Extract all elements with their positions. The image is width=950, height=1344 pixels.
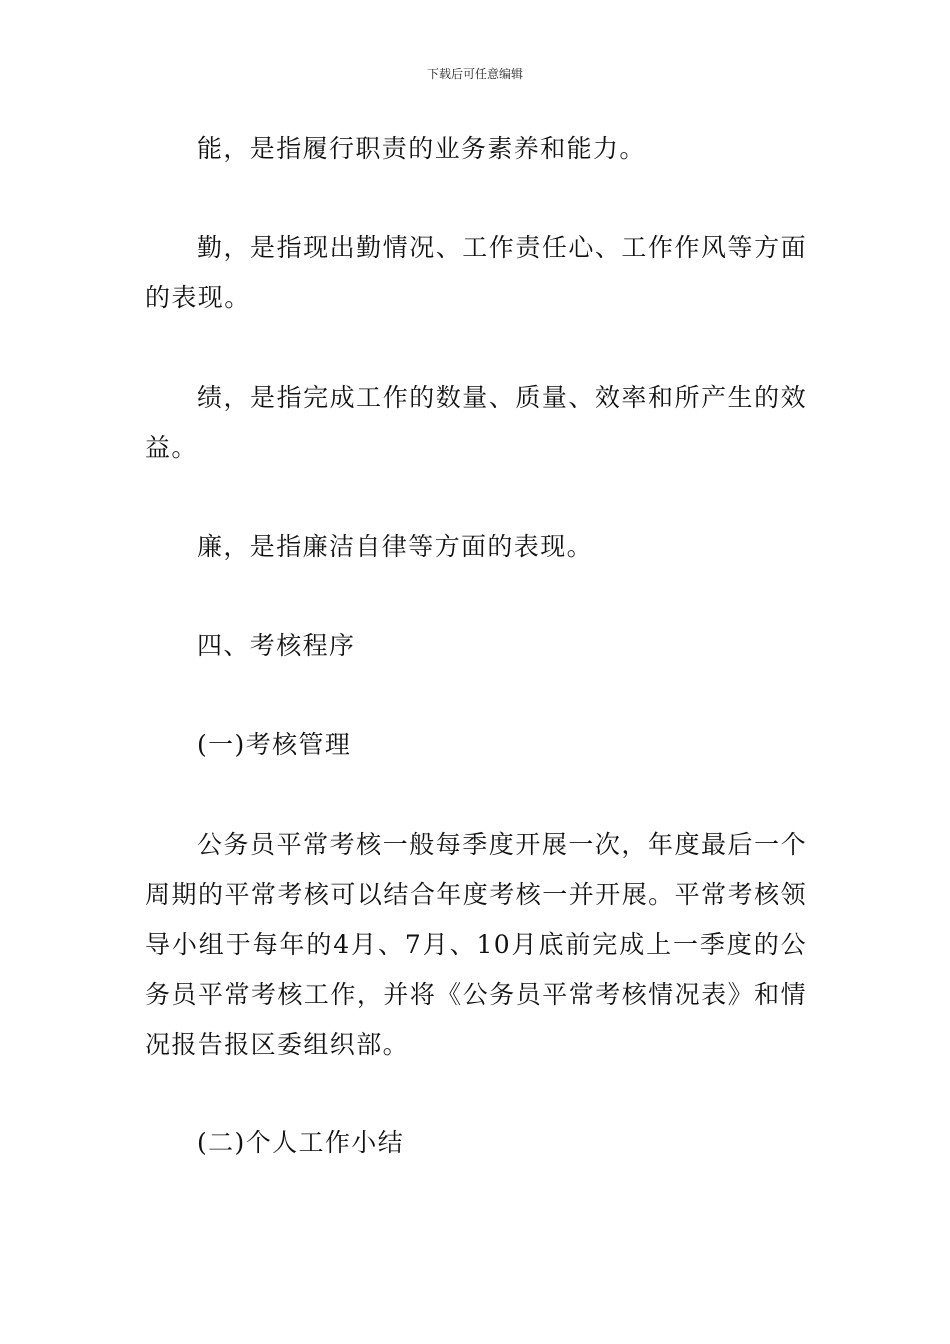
subsection-heading-management: (一)考核管理 [197, 730, 352, 759]
section-heading-procedure: 四、考核程序 [197, 631, 356, 660]
paragraph-diligence: 勤，是指现出勤情况、工作责任心、工作作风等方面的表现。 [145, 233, 807, 312]
paragraph-performance: 绩，是指完成工作的数量、质量、效率和所产生的效益。 [145, 383, 807, 462]
page-header: 下载后可任意编辑 [426, 67, 523, 81]
subsection-heading-summary: (二)个人工作小结 [197, 1128, 405, 1157]
paragraph-ability: 能，是指履行职责的业务素养和能力。 [197, 134, 646, 163]
paragraph-integrity: 廉，是指廉洁自律等方面的表现。 [197, 532, 594, 561]
paragraph-management-body: 公务员平常考核一般每季度开展一次，年度最后一个周期的平常考核可以结合年度考核一并开展。平常考核领导小组于每年的4月、7月、10月底前完成上一季度的公务员平常考核工作，并将《公务员平常考核情况表》和情况报告报区委组织部。 [145, 830, 807, 1059]
